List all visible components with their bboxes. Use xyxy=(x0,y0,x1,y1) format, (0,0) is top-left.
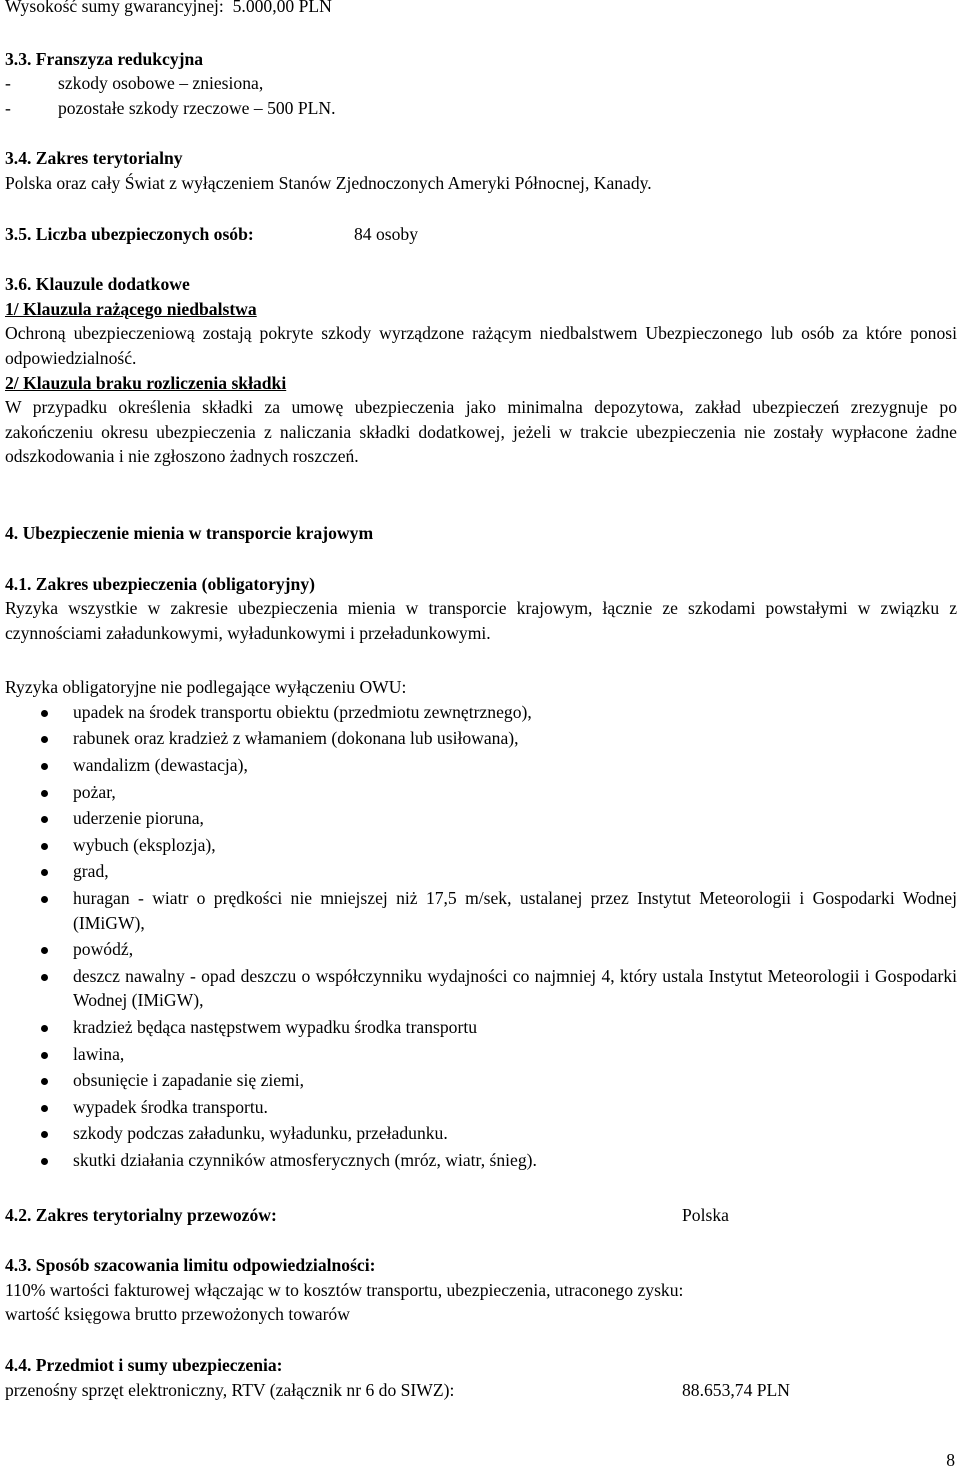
bullet-icon xyxy=(41,816,48,823)
section-3-5-value: 84 osoby xyxy=(354,223,419,244)
list-item: wypadek środka transportu. xyxy=(5,1095,957,1120)
section-4-2-value: Polska xyxy=(682,1204,729,1225)
bullet-icon xyxy=(41,1131,48,1138)
list-item: rabunek oraz kradzież z włamaniem (dokonana lub usiłowana), xyxy=(5,726,957,751)
list-item: huragan - wiatr o prędkości nie mniejszej niż 17,5 m/sek, ustalanej przez Instytut Meteorologii i Gospodarki Wodnej (IMiGW), xyxy=(5,886,957,935)
section-4-heading: 4. Ubezpieczenie mienia w transporcie krajowym xyxy=(5,522,374,543)
bullet-icon xyxy=(41,1158,48,1165)
bullet-icon xyxy=(41,1025,48,1032)
bullet-icon xyxy=(41,843,48,850)
section-3-4-heading: 3.4. Zakres terytorialny xyxy=(5,148,183,169)
section-4-4-item-value: 88.653,74 PLN xyxy=(682,1379,791,1400)
list-item: uderzenie pioruna, xyxy=(5,806,957,831)
list-item: - szkody osobowe – zniesiona, xyxy=(5,73,264,94)
section-4-4-item-label: przenośny sprzęt elektroniczny, RTV (załącznik nr 6 do SIWZ): xyxy=(5,1379,455,1400)
section-4-4-item xyxy=(5,1378,957,1403)
section-4-2-row xyxy=(5,1203,957,1228)
list-item: lawina, xyxy=(5,1042,957,1067)
list-item: upadek na środek transportu obiektu (przedmiotu zewnętrznego), xyxy=(5,700,957,725)
section-3-3-heading: 3.3. Franszyza redukcyjna xyxy=(5,48,204,69)
list-item: deszcz nawalny - opad deszczu o współczynniku wydajności co najmniej 4, który ustala Instytut Meteorologii i Gospodarki Wodnej (IMiGW), xyxy=(5,964,957,1013)
section-3-5-heading: 3.5. Liczba ubezpieczonych osób: xyxy=(5,223,254,244)
section-3-4-text: Polska oraz cały Świat z wyłączeniem Stanów Zjednoczonych Ameryki Północnej, Kanady. xyxy=(5,172,652,193)
risks-list xyxy=(5,700,957,1173)
bullet-icon xyxy=(41,790,48,797)
bullet-icon xyxy=(41,1052,48,1059)
section-4-3-line1: 110% wartości fakturowej włączając w to kosztów transportu, ubezpieczenia, utraconego zysku: xyxy=(5,1279,684,1300)
section-4-3-line2: wartość księgowa brutto przewożonych towarów xyxy=(5,1304,350,1325)
page-number: 8 xyxy=(946,1450,955,1470)
sum-guarantee-line xyxy=(5,0,957,19)
bullet-icon xyxy=(41,974,48,981)
section-4-4-heading: 4.4. Przedmiot i sumy ubezpieczenia: xyxy=(5,1354,283,1375)
bullet-icon xyxy=(41,869,48,876)
bullet-icon xyxy=(41,896,48,903)
section-4-1-text: Ryzyka wszystkie w zakresie ubezpieczenia mienia w transporcie krajowym, łącznie ze szkodami powstałymi w związku z czynnościami załadunkowymi, wyładunkowymi i przeładunkowymi. xyxy=(5,598,957,643)
section-4-3-heading: 4.3. Sposób szacowania limitu odpowiedzialności: xyxy=(5,1255,376,1276)
bullet-icon xyxy=(41,710,48,717)
bullet-icon xyxy=(41,763,48,770)
clause-1-title: 1/ Klauzula rażącego niedbalstwa xyxy=(5,298,257,319)
list-item: obsunięcie i zapadanie się ziemi, xyxy=(5,1068,957,1093)
bullet-icon xyxy=(41,1105,48,1112)
list-item: grad, xyxy=(5,859,957,884)
list-item: pożar, xyxy=(5,780,957,805)
list-item: kradzież będąca następstwem wypadku środka transportu xyxy=(5,1015,957,1040)
section-3-6-heading: 3.6. Klauzule dodatkowe xyxy=(5,274,190,295)
bullet-icon xyxy=(41,1078,48,1085)
clause-2-title: 2/ Klauzula braku rozliczenia składki xyxy=(5,372,287,393)
list-item: skutki działania czynników atmosferycznych (mróz, wiatr, śnieg). xyxy=(5,1148,957,1173)
bullet-icon xyxy=(41,736,48,743)
risks-intro: Ryzyka obligatoryjne nie podlegające wyłączeniu OWU: xyxy=(5,677,407,698)
list-item: - pozostałe szkody rzeczowe – 500 PLN. xyxy=(5,97,336,118)
list-item: wybuch (eksplozja), xyxy=(5,833,957,858)
clause-2-text: W przypadku określenia składki za umowę ubezpieczenia jako minimalna depozytowa, zakład ubezpieczeń zrezygnuje po zakończeniu okresu ubezpieczenia z naliczania składki dodatkowej, jeżeli w trakcie ubezpieczenia nie zostały wypłacone żadne odszkodowania i nie zgłoszono żadnych roszczeń. xyxy=(5,397,957,467)
section-4-2-heading: 4.2. Zakres terytorialny przewozów: xyxy=(5,1204,277,1225)
sum-guarantee-label: Wysokość sumy gwarancyjnej: xyxy=(5,0,224,16)
list-item: wandalizm (dewastacja), xyxy=(5,753,957,778)
list-item: powódź, xyxy=(5,937,957,962)
deductible-list xyxy=(5,71,957,120)
clause-1-text: Ochroną ubezpieczeniową zostają pokryte szkody wyrządzone rażącym niedbalstwem Ubezpieczonego lub osób za które ponosi odpowiedzialność. xyxy=(5,323,957,368)
list-item: szkody podczas załadunku, wyładunku, przeładunku. xyxy=(5,1121,957,1146)
sum-guarantee-value: 5.000,00 PLN xyxy=(232,0,332,16)
section-4-1-heading: 4.1. Zakres ubezpieczenia (obligatoryjny) xyxy=(5,573,315,594)
section-3-5-row xyxy=(5,222,957,247)
document-page xyxy=(5,0,957,1402)
bullet-icon xyxy=(41,947,48,954)
